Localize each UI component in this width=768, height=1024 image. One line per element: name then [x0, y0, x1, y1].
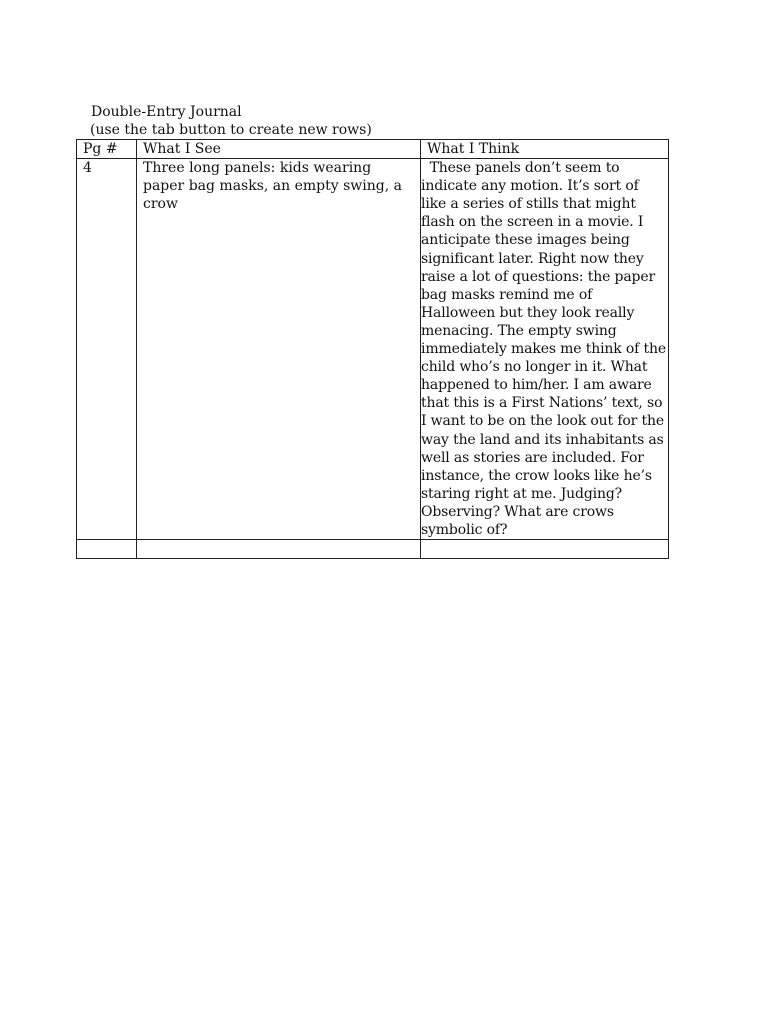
journal-heading [91, 103, 372, 139]
cell-what-i-think[interactable]: These panels don’t seem to indicate any motion. It’s sort of like a series of stills that might flash on the screen in a movie. I anticipate these images being significant later. Right now they raise a lot of questions: the paper bag masks remind me of Halloween but they look really menacing. The empty swing immediately makes me think of the child who’s no longer in it. What happened to him/her. I am aware that this is a First Nations’ text, so I want to be on the look out for the way the land and its inhabitants as well as stories are included. For instance, the crow looks like he’s staring right at me. Judging? Observing? What are crows symbolic of? [421, 159, 669, 540]
table-header-row [77, 140, 669, 159]
journal-title: Double-Entry Journal [91, 104, 242, 120]
journal-table [76, 139, 669, 559]
table-row [77, 540, 669, 559]
cell-what-i-think[interactable] [421, 540, 669, 559]
cell-page-number[interactable] [77, 540, 137, 559]
journal-instructions: (use the tab button to create new rows) [90, 122, 372, 138]
table-row [77, 159, 669, 540]
header-page-number[interactable]: Pg # [77, 140, 137, 159]
header-what-i-think[interactable]: What I Think [421, 140, 669, 159]
cell-what-i-see[interactable] [137, 540, 421, 559]
cell-what-i-see[interactable]: Three long panels: kids wearing paper bag masks, an empty swing, a crow [137, 159, 421, 540]
cell-page-number[interactable]: 4 [77, 159, 137, 540]
header-what-i-see[interactable]: What I See [137, 140, 421, 159]
